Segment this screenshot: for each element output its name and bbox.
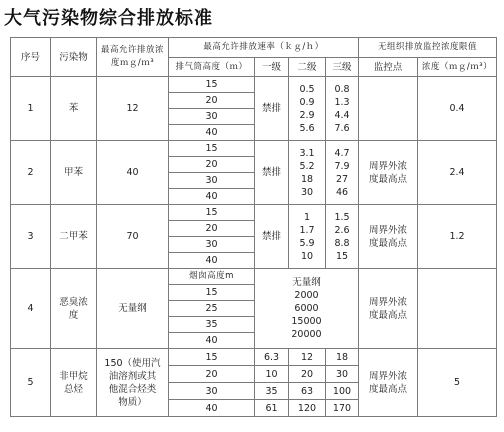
row2-level3: 4.7 7.9 27 46 [326, 141, 359, 205]
row2-pollutant: 甲苯 [51, 141, 97, 205]
row2-height: 20 [169, 157, 255, 173]
header-pollutant: 污染物 [51, 38, 97, 77]
row4-conc [418, 269, 497, 349]
row5-level2: 12 [289, 349, 326, 366]
header-max-concentration: 最高允许排放浓度ｍｇ/ｍ³ [97, 38, 169, 77]
row5-seq: 5 [11, 349, 51, 417]
row1-max-conc: 12 [97, 77, 169, 141]
row4-max-conc: 无量纲 [97, 269, 169, 349]
row1-level2: 0.5 0.9 2.9 5.6 [289, 77, 326, 141]
row1-monitor [359, 77, 418, 141]
row4-height: 35 [169, 317, 255, 333]
row2-level1: 禁排 [255, 141, 289, 205]
emission-standard-table [10, 37, 497, 417]
row5-monitor: 周界外浓 度最高点 [359, 349, 418, 417]
row4-seq: 4 [11, 269, 51, 349]
row4-rate-text: 无量纲 2000 6000 15000 20000 [255, 269, 359, 349]
row2-height: 15 [169, 141, 255, 157]
row3-height: 20 [169, 221, 255, 237]
header-monitor-point: 监控点 [359, 58, 418, 77]
row5-level3: 170 [326, 400, 359, 417]
row2-max-conc: 40 [97, 141, 169, 205]
row2-height: 30 [169, 173, 255, 189]
row1-level3: 0.8 1.3 4.4 7.6 [326, 77, 359, 141]
header-stack-height: 排气筒高度（ｍ） [169, 58, 255, 77]
row5-level1: 6.3 [255, 349, 289, 366]
row3-level3: 1.5 2.6 8.8 15 [326, 205, 359, 269]
row5-level1: 35 [255, 383, 289, 400]
header-level1: 一级 [255, 58, 289, 77]
row5-height: 20 [169, 366, 255, 383]
row2-seq: 2 [11, 141, 51, 205]
row3-height: 15 [169, 205, 255, 221]
row2-height: 40 [169, 189, 255, 205]
header-seq: 序号 [11, 38, 51, 77]
row3-pollutant: 二甲苯 [51, 205, 97, 269]
row5-level2: 63 [289, 383, 326, 400]
row5-height: 15 [169, 349, 255, 366]
row3-height: 40 [169, 253, 255, 269]
header-rate-group: 最高允许排放速率（ｋｇ/ｈ） [169, 38, 359, 58]
row5-level2: 20 [289, 366, 326, 383]
row4-pollutant: 恶臭浓 度 [51, 269, 97, 349]
row5-level2: 120 [289, 400, 326, 417]
row4-height-header: 烟囱高度m [169, 269, 255, 285]
row5-conc: 5 [418, 349, 497, 417]
row5-level1: 61 [255, 400, 289, 417]
row2-monitor: 周界外浓 度最高点 [359, 141, 418, 205]
row3-height: 30 [169, 237, 255, 253]
page-title: 大气污染物综合排放标准 [4, 8, 213, 29]
row4-height: 25 [169, 301, 255, 317]
row3-monitor: 周界外浓 度最高点 [359, 205, 418, 269]
row4-height: 40 [169, 333, 255, 349]
row5-level3: 18 [326, 349, 359, 366]
header-concentration: 浓度（ｍｇ/ｍ³） [418, 58, 497, 77]
row1-level1: 禁排 [255, 77, 289, 141]
row2-level2: 3.1 5.2 18 30 [289, 141, 326, 205]
row1-seq: 1 [11, 77, 51, 141]
row4-height: 15 [169, 285, 255, 301]
row3-max-conc: 70 [97, 205, 169, 269]
row2-conc: 2.4 [418, 141, 497, 205]
row4-monitor: 周界外浓 度最高点 [359, 269, 418, 349]
header-level3: 三级 [326, 58, 359, 77]
row1-height: 15 [169, 77, 255, 93]
row5-max-conc: 150（使用汽 油溶剂或其 他混合烃类 物质） [97, 349, 169, 417]
row3-conc: 1.2 [418, 205, 497, 269]
row3-seq: 3 [11, 205, 51, 269]
header-unorganized-group: 无组织排放监控浓度限值 [359, 38, 497, 58]
row1-height: 40 [169, 125, 255, 141]
row5-level3: 30 [326, 366, 359, 383]
header-level2: 二级 [289, 58, 326, 77]
row3-level1: 禁排 [255, 205, 289, 269]
row5-level1: 10 [255, 366, 289, 383]
row5-pollutant: 非甲烷 总烃 [51, 349, 97, 417]
row5-height: 30 [169, 383, 255, 400]
row1-height: 30 [169, 109, 255, 125]
row5-level3: 100 [326, 383, 359, 400]
row1-pollutant: 苯 [51, 77, 97, 141]
row1-conc: 0.4 [418, 77, 497, 141]
row3-level2: 1 1.7 5.9 10 [289, 205, 326, 269]
row1-height: 20 [169, 93, 255, 109]
row5-height: 40 [169, 400, 255, 417]
